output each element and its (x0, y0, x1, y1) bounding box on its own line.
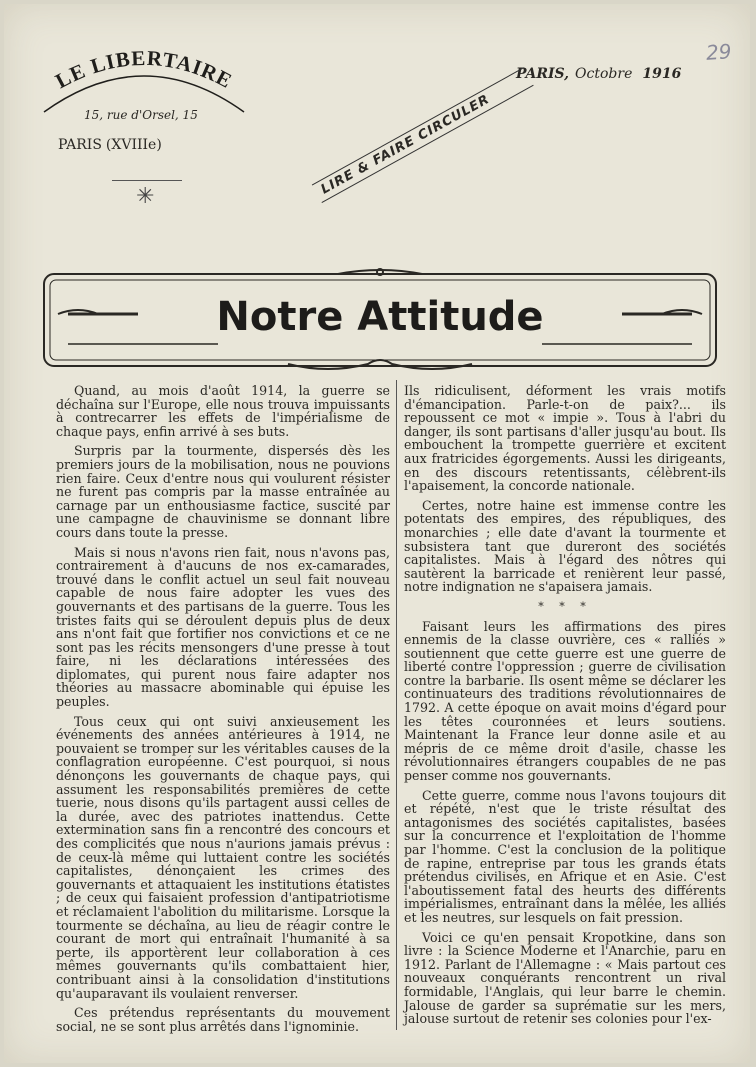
city-line (58, 137, 162, 153)
left-column (56, 384, 390, 1033)
masthead-arc-title (34, 46, 254, 106)
paragraph: Tous ceux qui ont suivi anxieusement les événements des années antérieures à 1914, ne pouvaient se tromper sur les véritables causes de la conflagration européenne. C'est pourquoi, si nous dénonçons les gouvernants de chaque pays, qui assument les responsabilités premières de cette tuerie, nous disons qu'ils partagent aussi celles de la durée, avec des patriotes inattendus. Cette extermination sans fin a rencontré des concours et des complicités que nous n'aurions jamais prévus : de ceux-là même qui luttaient contre les sociétés capitalistes, dénonçaient les crimes des gouvernants et attaquaient les institutions étatistes ; de ceux qui faisaient profession d'antipatriotisme et réclamaient l'abolition du militarisme. Lorsque la tourmente se déchaîna, au lieu de réagir contre le courant de mort qui entraînait l'humanité à sa perte, ils apportèrent leur collaboration à ces mêmes gouvernants qu'ils combattaient hier, contribuant ainsi à la consolidation d'institutions qu'auparavant ils voulaient renverser. (56, 713, 390, 1001)
arrondissement: (XVIIIe) (105, 137, 162, 153)
dateline-city: PARIS, (516, 66, 570, 82)
masthead-divider (112, 180, 182, 181)
star-ornament-icon: ✳ (136, 184, 155, 209)
masthead (34, 45, 254, 94)
title-frame (38, 266, 722, 374)
section-separator: * * * (538, 599, 592, 613)
article-title: Notre Attitude (216, 294, 544, 340)
right-column (404, 384, 726, 1026)
paragraph: Mais si nous n'avons rien fait, nous n'avons pas, contrairement à d'aucuns de nos ex-camarades, trouvé dans le conflit actuel un seul fait nouveau capable de nous faire adopter les vues des gouvernants et des partisans de la guerre. Tous les tristes faits qui se déroulent depuis plus de deux ans n'ont fait que fortifier nos convictions et ce ne sont pas les récits mensongers d'une presse à tout faire, ni les déclarations intéressées des diplomates, qui purent nous faire adapter nos théories au massacre abominable qui épuise les peuples. (56, 544, 390, 710)
address-line: 15, rue d'Orsel, 15 (84, 108, 198, 122)
paragraph: Certes, notre haine est immense contre les potentats des empires, des républiques, des monarchies ; elle date d'avant la tourmente et subsistera tant que dureront des sociétés capitalistes. Mais à l'égard des nôtres qui sautèrent la barricade et renièrent leur passé, notre indignation ne s'apaisera jamais. (404, 497, 726, 595)
masthead-title: LE LIBERTAIRE (51, 45, 237, 94)
paragraph: Ils ridiculisent, déforment les vrais motifs d'émancipation. Parle-t-on de paix?... ils repoussent ce mot « impie ». Tous à l'abri du danger, ils sont partisans d'aller jusqu'au bout. Ils embouchent la trompette guerrière et excitent aux fratricides égorgements. Aussi les dirigeants, en des discours retentissants, célèbrent-ils l'apaisement, la concorde nationale. (404, 383, 726, 494)
column-divider (396, 380, 397, 1030)
newspaper-page (4, 4, 750, 1063)
paragraph: Faisant leurs les affirmations des pires ennemis de la classe ouvrière, ces « ralliés » soutiennent que cette guerre est une guerre de liberté contre l'oppression ; guerre de civilisation contre la barbarie. Ils osent même se déclarer les continuateurs des traditions révolutionnaires de 1792. A cette époque on avait moins d'égard pour les têtes couronnées et leurs soutiens. Maintenant la France leur donne asile et au mépris de ce même droit d'asile, chasse les révolutionnaires étrangers coupables de ne pas penser comme nos gouvernants. (404, 618, 726, 784)
dateline-year: 1916 (642, 66, 682, 82)
dateline (516, 66, 681, 82)
city-name: PARIS (58, 137, 102, 153)
paragraph: Ces prétendus représentants du mouvement social, ne se sont plus arrêtés dans l'ignominie. (56, 1005, 390, 1034)
paragraph: Surpris par la tourmente, dispersés dès les premiers jours de la mobilisation, nous ne pouvions rien faire. Ceux d'entre nous qui voulurent résister ne furent pas compris par la masse entraînée au carnage par un enthousiasme factice, suscité par une campagne de chauvinisme se donnant libre cours dans toute la presse. (56, 443, 390, 540)
svg-text:LE LIBERTAIRE (51, 46, 236, 93)
paragraph: Voici ce qu'en pensait Kropotkine, dans son livre : la Science Moderne et l'Anarchie, paru en 1912. Parlant de l'Allemagne : « Mais partout ces nouveaux conquérants rencontrent un rival formidable, l'Anglais, qui leur barre le chemin. Jalouse de garder sa suprématie sur les mers, jalouse surtout de retenir ses colonies pour l'ex- (404, 929, 726, 1027)
paragraph: Quand, au mois d'août 1914, la guerre se déchaîna sur l'Europe, elle nous trouva impuissants à contrecarrer les effets de l'impérialisme de chaque pays, enfin arrivé à ses buts. (56, 383, 390, 439)
lire-faire-circuler-stamp: LIRE & FAIRE CIRCULER (312, 67, 534, 203)
handwritten-page-number: 29 (705, 39, 733, 65)
paragraph: Cette guerre, comme nous l'avons toujours dit et répété, n'est que le triste résultat des antagonismes des sociétés capitalistes, basées sur la concurrence et l'exploitation de l'homme par l'homme. C'est la conclusion de la politique de rapine, entreprise par tous les grands états prétendus civilisés, en Afrique et en Asie. C'est l'aboutissement fatal des heurts des différents impérialismes, entraînant dans la mêlée, les alliés et les neutres, sur lesquels on fait pression. (404, 787, 726, 925)
dateline-month: Octobre (575, 66, 633, 82)
